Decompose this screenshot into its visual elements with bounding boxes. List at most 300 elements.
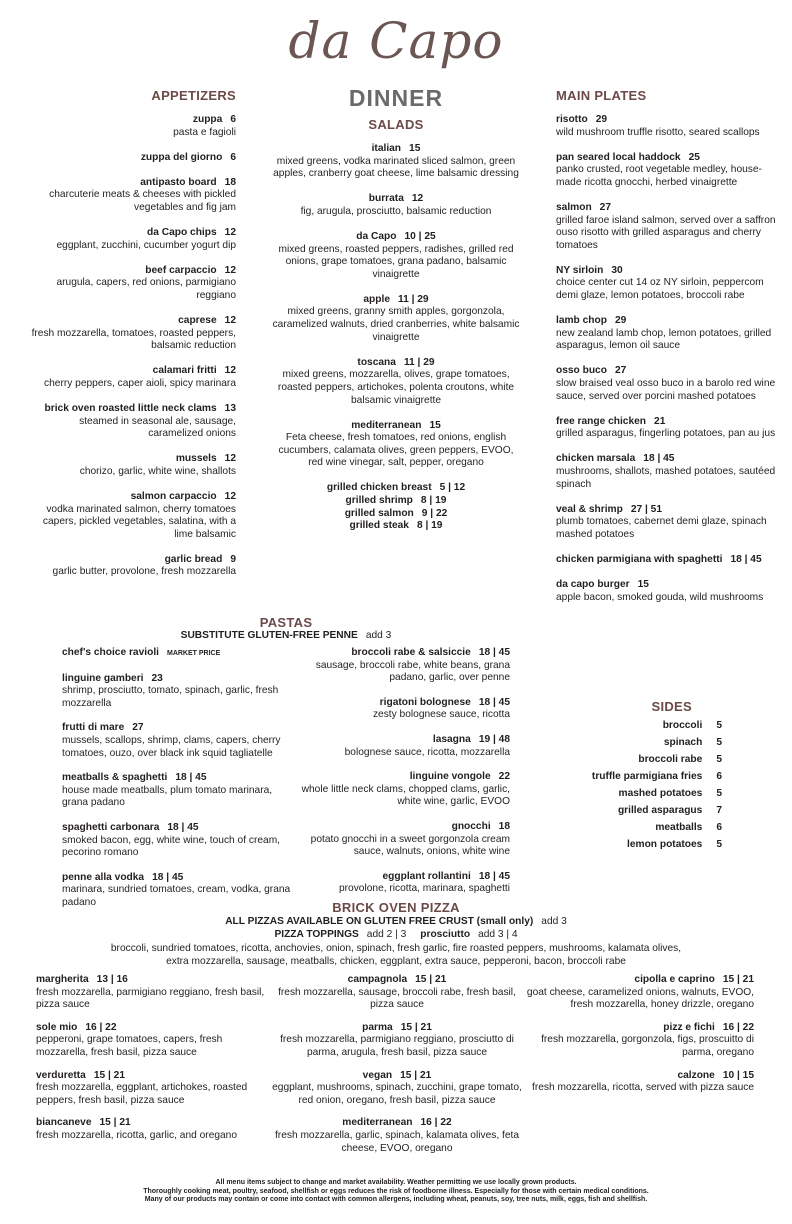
menu-item <box>62 772 292 810</box>
menu-item <box>272 357 520 407</box>
menu-item-name: margherita <box>36 974 89 985</box>
menu-item-description: fresh mozzarella, garlic, spinach, kalamata olives, feta cheese, EVOO, oregano <box>274 1129 520 1154</box>
menu-item-name: apple <box>363 293 390 305</box>
menu-item-description: potato gnocchi in a sweet gorgonzola cream sauce, walnuts, onions, white wine <box>310 833 510 858</box>
menu-item-header <box>556 202 782 215</box>
menu-item-price: 25 <box>688 151 700 163</box>
appetizers-heading: APPETIZERS <box>151 88 236 103</box>
menu-item-name: da capo burger <box>556 579 630 591</box>
menu-item <box>272 143 520 181</box>
menu-item <box>556 114 782 139</box>
salad-addon-price: 8 | 19 <box>420 495 447 507</box>
side-item-name: truffle parmigiana fries <box>591 771 703 782</box>
menu-item-description: house made meatballs, plum tomato marinara, grana padano <box>62 784 273 809</box>
pastas-left-list <box>62 647 292 922</box>
menu-item <box>556 265 782 303</box>
menu-item-price: 15 | 21 <box>722 974 754 985</box>
menu-item <box>290 647 510 685</box>
salad-addon-name: grilled salmon <box>344 507 414 519</box>
menu-item-name: cipolla e caprino <box>634 974 715 985</box>
menu-item-name: linguine gamberi <box>62 672 144 684</box>
menu-item-price: 12 <box>224 453 236 465</box>
prosciutto-label: prosciutto <box>420 929 471 940</box>
menu-item-name: frutti di mare <box>62 722 125 734</box>
menu-item-description: mixed greens, mozzarella, olives, grape tomatoes, roasted peppers, artichokes, polenta croutons, white balsamic vinaigrette <box>277 369 515 406</box>
menu-item-header <box>272 357 520 370</box>
menu-item-price: 22 <box>498 771 510 783</box>
menu-item-header <box>62 822 292 835</box>
menu-item-name: vegan <box>362 1069 393 1081</box>
appetizers-list <box>30 114 236 592</box>
menu-item-price: 18 | 45 <box>730 553 762 565</box>
menu-item-name: rigatoni bolognese <box>379 696 471 708</box>
menu-item-name: lasagna <box>432 733 471 745</box>
menu-item-market-price: MARKET PRICE <box>166 650 221 657</box>
menu-item-header <box>62 722 292 735</box>
side-item <box>540 785 722 802</box>
menu-item-description: grilled faroe island salmon, served over a saffron ouso risotto with grilled asparagus and cherry tomatoes <box>556 214 776 251</box>
menu-item <box>30 114 236 139</box>
menu-item-header <box>36 1117 276 1130</box>
menu-item-name: calamari fritti <box>152 365 217 377</box>
menu-item-description: new zealand lamb chop, lemon potatoes, grilled asparagus, lemon oil sauce <box>556 327 772 352</box>
menu-item-header <box>272 1070 522 1083</box>
side-item-price: 5 <box>716 788 722 799</box>
menu-item-description: pepperoni, grape tomatoes, capers, fresh mozzarella, fresh basil, pizza sauce <box>36 1034 223 1058</box>
menu-item-description: bolognese sauce, ricotta, mozzarella <box>344 746 510 758</box>
toppings-label: PIZZA TOPPINGS <box>274 929 359 940</box>
menu-item-name: italian <box>371 143 402 154</box>
menu-item-name: garlic bread <box>164 553 223 565</box>
menu-item-header <box>272 1117 522 1130</box>
menu-item-price: 27 <box>614 365 627 377</box>
menu-item-header <box>290 697 510 710</box>
menu-item-price: 6 <box>230 151 236 163</box>
footer-disclaimer <box>0 1179 792 1205</box>
menu-item-description: charcuterie meats & cheeses with pickled vegetables and fig jam <box>49 189 236 213</box>
menu-item-price: 30 <box>611 264 623 276</box>
toppings-line: broccoli, sundried tomatoes, ricotta, anchovies, onion, spinach, fresh garlic, fire roasted peppers, mushrooms, kalamata olives, <box>110 943 682 954</box>
menu-item-description: shrimp, prosciutto, tomato, spinach, garlic, fresh mozzarella <box>62 685 279 709</box>
menu-item-header <box>30 453 236 466</box>
menu-item-price: 10 | 15 <box>722 1069 754 1081</box>
main-plates-list <box>556 114 782 617</box>
menu-item-name: sole mio <box>36 1021 78 1033</box>
menu-item-description: wild mushroom truffle risotto, seared scallops <box>556 126 760 138</box>
menu-item-header <box>36 1022 276 1035</box>
menu-item-price: 12 <box>411 193 424 205</box>
menu-item <box>290 697 510 722</box>
menu-item <box>30 265 236 303</box>
menu-item-header <box>30 315 236 328</box>
menu-item-description: mushrooms, shallots, mashed potatoes, sautéed spinach <box>556 465 776 490</box>
menu-item <box>290 771 510 809</box>
menu-item-name: caprese <box>178 315 217 327</box>
menu-item <box>512 974 754 1012</box>
menu-item <box>30 227 236 252</box>
menu-item-description: vodka marinated salmon, cherry tomatoes capers, pickled vegetables, salatina, with a lime balsamic <box>42 503 236 540</box>
pizza-gluten-label: ALL PIZZAS AVAILABLE ON GLUTEN FREE CRUST (small only) <box>225 916 534 927</box>
menu-item-name: pan seared local haddock <box>556 151 681 163</box>
menu-item-description: goat cheese, caramelized onions, walnuts, EVOO, fresh mozzarella, honey drizzle, oregano <box>526 986 754 1011</box>
menu-item-description: mixed greens, roasted peppers, radishes, grilled red onions, grape tomatoes, grana padano, balsamic vinaigrette <box>278 243 514 280</box>
menu-item-header <box>272 193 520 206</box>
menu-item-description: sausage, broccoli rabe, white beans, grana padano, garlic, over penne <box>315 659 510 684</box>
menu-item <box>556 504 782 542</box>
menu-item-price: 18 | 45 <box>478 870 510 882</box>
pizza-left-list <box>36 974 276 1153</box>
menu-item-header <box>30 114 236 127</box>
side-item-name: broccoli rabe <box>638 754 703 765</box>
menu-item-name: mediterranean <box>351 419 422 431</box>
menu-item-name: broccoli rabe & salsiccie <box>351 647 471 658</box>
menu-item-header <box>62 647 292 661</box>
side-item <box>540 819 722 836</box>
menu-item-description: fresh mozzarella, eggplant, artichokes, roasted peppers, fresh basil, pizza sauce <box>36 1082 248 1106</box>
side-item <box>540 717 722 734</box>
menu-item-header <box>62 872 292 885</box>
menu-item-name: campagnola <box>347 974 408 985</box>
side-item <box>540 768 722 785</box>
menu-item-name: brick oven roasted little neck clams <box>44 403 217 414</box>
menu-item <box>272 1117 522 1155</box>
menu-item-price: 18 | 45 <box>643 453 675 465</box>
menu-item-header <box>30 152 236 165</box>
menu-item-name: da Capo chips <box>147 227 217 239</box>
salad-addon-price: 5 | 12 <box>439 482 466 494</box>
menu-item-name: osso buco <box>556 365 607 377</box>
menu-item-price: 13 <box>224 403 236 414</box>
menu-item <box>512 1022 754 1060</box>
menu-item-price: 13 | 16 <box>96 974 128 985</box>
menu-item <box>272 1022 522 1060</box>
menu-item <box>30 365 236 390</box>
menu-item <box>512 1070 754 1095</box>
side-item-name: meatballs <box>655 822 703 833</box>
menu-item-price: 12 <box>224 264 236 276</box>
menu-item <box>62 822 292 860</box>
menu-item <box>272 1070 522 1108</box>
gluten-free-add: add 3 <box>365 630 392 641</box>
menu-item-name: da Capo <box>356 230 397 242</box>
salad-addon <box>272 482 520 495</box>
restaurant-logo: da Capo <box>288 12 504 70</box>
menu-item <box>556 416 782 441</box>
menu-item-price: 15 | 21 <box>93 1069 126 1081</box>
menu-item-name: eggplant rollantini <box>382 870 471 882</box>
menu-item-header <box>290 821 510 834</box>
side-item-price: 7 <box>716 805 722 816</box>
menu-item <box>290 734 510 759</box>
pastas-heading: PASTAS <box>259 615 313 630</box>
menu-item-price: 23 <box>151 672 163 684</box>
salad-addon-name: grilled chicken breast <box>326 482 432 494</box>
menu-item <box>290 871 510 896</box>
menu-item-header <box>556 453 782 466</box>
side-item-name: mashed potatoes <box>618 788 703 799</box>
menu-item-description: choice center cut 14 oz NY sirloin, peppercom demi glaze, lemon potatoes, broccoli rabe <box>556 277 764 302</box>
menu-item-price: 15 | 21 <box>415 974 447 985</box>
menu-item-header <box>272 420 520 433</box>
menu-item-header <box>556 114 782 127</box>
menu-item-price: 15 | 21 <box>99 1117 131 1129</box>
menu-item-header <box>290 771 510 784</box>
menu-item <box>36 1022 276 1060</box>
menu-item-name: free range chicken <box>556 415 647 427</box>
menu-item-name: salmon carpaccio <box>130 490 217 502</box>
menu-item-price: 27 <box>599 201 612 213</box>
pizza-gluten-add: add 3 <box>541 916 567 927</box>
menu-item-description: zesty bolognese sauce, ricotta <box>372 709 510 721</box>
menu-item-description: chorizo, garlic, white wine, shallots <box>79 465 236 477</box>
menu-item <box>30 403 236 441</box>
menu-item-price: 18 | 45 <box>478 696 510 708</box>
menu-item-name: calzone <box>677 1069 715 1081</box>
pizza-gluten-note <box>0 916 792 929</box>
side-item-price: 5 <box>716 754 722 765</box>
menu-item-price: 12 <box>224 490 236 502</box>
menu-item-header <box>512 1070 754 1083</box>
footer-line: Thoroughly cooking meat, poultry, seafood, shellfish or eggs reduces the risk of foodborne illness. Especially for those with certain medical conditions. <box>143 1187 649 1195</box>
menu-item-name: chef's choice ravioli <box>62 647 159 658</box>
menu-item-price: 15 <box>409 143 421 154</box>
menu-item-name: gnocchi <box>451 820 491 832</box>
menu-item-header <box>272 974 522 987</box>
gluten-free-label: SUBSTITUTE GLUTEN-FREE PENNE <box>180 630 358 641</box>
gluten-free-note <box>0 630 572 643</box>
menu-item-price: 27 <box>132 722 144 734</box>
menu-item-name: risotto <box>556 114 588 125</box>
menu-item-price: 12 <box>224 227 236 239</box>
menu-item-header <box>556 416 782 429</box>
menu-item-description: arugula, capers, red onions, parmigiano reggiano <box>56 277 236 301</box>
menu-item-description: eggplant, zucchini, cucumber yogurt dip <box>56 239 236 251</box>
menu-item <box>272 231 520 281</box>
menu-item <box>556 554 782 567</box>
menu-item-header <box>290 647 510 660</box>
menu-item-name: mediterranean <box>342 1117 413 1129</box>
menu-item-price: 21 <box>654 415 666 427</box>
menu-item-description: pasta e fagioli <box>173 126 236 138</box>
pastas-right-list <box>290 647 510 908</box>
menu-item-price: 18 <box>224 176 236 188</box>
side-item-price: 5 <box>716 720 722 731</box>
menu-item-name: lamb chop <box>556 315 607 327</box>
menu-item-price: 10 | 25 <box>404 230 436 242</box>
menu-item <box>272 294 520 344</box>
menu-item-description: smoked bacon, egg, white wine, touch of cream, pecorino romano <box>62 834 281 859</box>
menu-item-price: 12 <box>224 315 236 327</box>
menu-item-price: 27 | 51 <box>630 503 662 515</box>
menu-item-price: 15 | 21 <box>400 1021 432 1033</box>
menu-item <box>556 202 782 252</box>
menu-item-description: fresh mozzarella, parmigiano reggiano, fresh basil, pizza sauce <box>36 986 265 1011</box>
menu-item-price: 29 <box>595 114 608 125</box>
menu-item-name: zuppa del giorno <box>140 151 223 163</box>
menu-item <box>62 722 292 760</box>
menu-item-price: 11 | 29 <box>397 293 429 305</box>
side-item-price: 5 <box>716 839 722 850</box>
toppings-add: add 2 | 3 <box>366 929 407 940</box>
menu-item-price: 16 | 22 <box>420 1117 452 1129</box>
side-item <box>540 836 722 853</box>
side-item-name: lemon potatoes <box>627 839 703 850</box>
salad-addon-price: 8 | 19 <box>416 520 443 532</box>
menu-item <box>36 974 276 1012</box>
menu-item-header <box>36 974 276 987</box>
menu-item-name: linguine vongole <box>409 771 491 783</box>
menu-item-header <box>272 143 520 156</box>
menu-item-description: provolone, ricotta, marinara, spaghetti <box>338 883 510 895</box>
menu-item-description: fresh mozzarella, gorgonzola, figs, proscuitto di parma, oregano <box>541 1034 754 1058</box>
menu-item-header <box>512 974 754 987</box>
menu-item-header <box>30 365 236 378</box>
menu-item-description: fig, arugula, prosciutto, balsamic reduction <box>300 205 492 217</box>
menu-item-description: Feta cheese, fresh tomatoes, red onions, english cucumbers, calamata olives, green peppers, EVOO, red wine vinegar, salt, pepper, oregano <box>278 432 514 469</box>
menu-item-description: panko crusted, root vegetable medley, house-made ricotta gnocchi, herbed vinaigrette <box>556 164 762 188</box>
side-item-price: 6 <box>716 822 722 833</box>
menu-item-price: 15 | 21 <box>400 1069 432 1081</box>
side-item-name: grilled asparagus <box>617 805 703 816</box>
pizza-center-list <box>272 974 522 1165</box>
menu-item-header <box>556 315 782 328</box>
menu-item-description: slow braised veal osso buco in a barolo red wine sauce, served over porcini mashed potatoes <box>556 378 776 402</box>
menu-item-name: pizz e fichi <box>663 1021 715 1033</box>
menu-item-name: meatballs & spaghetti <box>62 772 168 784</box>
menu-item-description: plumb tomatoes, cabernet demi glaze, spinach mashed potatoes <box>556 516 767 540</box>
menu-item-price: 6 <box>230 114 236 125</box>
menu-item-name: beef carpaccio <box>145 264 217 276</box>
menu-item-name: toscana <box>357 356 396 368</box>
menu-item <box>290 821 510 859</box>
menu-item-description: fresh mozzarella, sausage, broccoli rabe, fresh basil, pizza sauce <box>278 986 516 1011</box>
menu-item-description: fresh mozzarella, tomatoes, roasted peppers, balsamic reduction <box>31 327 236 352</box>
menu-item-name: antipasto board <box>140 176 217 188</box>
menu-item-name: parma <box>362 1021 393 1033</box>
menu-item <box>556 152 782 190</box>
menu-item-description: mixed greens, granny smith apples, gorgonzola, caramelized walnuts, dried cranberries, white balsamic vinaigrette <box>272 306 520 343</box>
menu-item <box>556 579 782 604</box>
menu-item-name: burrata <box>368 193 404 205</box>
menu-item-price: 16 | 22 <box>85 1021 117 1033</box>
menu-item-description: garlic butter, provolone, fresh mozzarella <box>52 566 236 578</box>
menu-title: DINNER <box>348 85 444 111</box>
menu-item <box>36 1117 276 1142</box>
menu-item <box>556 365 782 403</box>
menu-item <box>30 152 236 165</box>
footer-line: All menu items subject to change and market availability. Weather permitting we use locally grown products. <box>215 1179 577 1186</box>
menu-item-name: chicken marsala <box>556 453 636 465</box>
salads-heading: SALADS <box>368 117 424 132</box>
menu-item-header <box>556 365 782 378</box>
menu-item-header <box>556 265 782 278</box>
menu-item-header <box>30 227 236 240</box>
menu-item-description: apple bacon, smoked gouda, wild mushrooms <box>556 591 764 603</box>
menu-item-header <box>272 231 520 244</box>
menu-item-header <box>290 734 510 747</box>
menu-item-name: mussels <box>175 453 217 465</box>
menu-item-name: zuppa <box>192 114 223 125</box>
menu-item-description: mussels, scallops, shrimp, clams, capers, cherry tomatoes, ouzo, over black ink squid tagliatelle <box>62 734 281 759</box>
menu-item-description: fresh mozzarella, ricotta, garlic, and oregano <box>36 1129 238 1141</box>
menu-item-name: NY sirloin <box>556 264 604 276</box>
toppings-line: extra mozzarella, sausage, meatballs, chicken, eggplant, extra sauce, pepperoni, bacon, broccoli rabe <box>166 955 626 967</box>
menu-item-header <box>30 491 236 504</box>
side-item-price: 6 <box>716 771 722 782</box>
menu-item-price: 18 | 45 <box>167 821 199 833</box>
menu-item-name: salmon <box>556 201 592 213</box>
pizza-heading: BRICK OVEN PIZZA <box>332 900 460 915</box>
menu-item-name: penne alla vodka <box>62 871 145 883</box>
menu-item-header <box>36 1070 276 1083</box>
menu-item-price: 18 | 45 <box>478 647 510 658</box>
menu-item-header <box>290 871 510 884</box>
menu-item <box>30 554 236 579</box>
salad-addon-price: 9 | 22 <box>421 507 448 519</box>
menu-item <box>30 177 236 215</box>
sides-heading: SIDES <box>651 699 692 714</box>
menu-item <box>556 453 782 491</box>
salad-addon <box>272 508 520 521</box>
menu-item-description: steamed in seasonal ale, sausage, caramelized onions <box>79 415 236 440</box>
menu-item <box>272 420 520 470</box>
pizza-toppings-note <box>0 929 792 942</box>
prosciutto-add: add 3 | 4 <box>478 929 518 940</box>
menu-item <box>272 974 522 1012</box>
menu-item <box>62 673 292 711</box>
side-item-name: spinach <box>663 737 703 748</box>
menu-item-header <box>556 152 782 165</box>
menu-item-description: cherry peppers, caper aioli, spicy marinara <box>44 377 236 389</box>
menu-item-header <box>272 1022 522 1035</box>
menu-item-price: 29 <box>614 315 627 327</box>
menu-item <box>62 647 292 661</box>
menu-item-description: mixed greens, vodka marinated sliced salmon, green apples, cranberry goat cheese, lime balsamic dressing <box>273 155 519 180</box>
menu-item-price: 18 | 45 <box>152 871 184 883</box>
menu-item-price: 19 | 48 <box>478 733 510 745</box>
menu-item-description: marinara, sundried tomatoes, cream, vodka, grana padano <box>62 884 291 908</box>
menu-item-name: biancaneve <box>36 1117 92 1129</box>
sides-list <box>540 717 722 853</box>
salads-list <box>272 143 520 533</box>
menu-item-name: chicken parmigiana with spaghetti <box>556 553 723 565</box>
menu-item-header <box>30 265 236 278</box>
salad-addon-name: grilled steak <box>349 520 409 532</box>
toppings-list <box>0 943 792 968</box>
side-item <box>540 734 722 751</box>
menu-item <box>272 193 520 218</box>
menu-item-price: 11 | 29 <box>403 356 435 368</box>
salad-addon <box>272 495 520 508</box>
menu-item-header <box>62 673 292 686</box>
menu-item-header <box>272 294 520 307</box>
footer-line: Many of our products may contain or come into contact with common allergens, including wheat, peanuts, soy, tree nuts, milk, eggs, fish and shellfish. <box>144 1196 648 1204</box>
side-item-price: 5 <box>716 737 722 748</box>
menu-item-header <box>512 1022 754 1035</box>
menu-item-price: 16 | 22 <box>722 1021 754 1033</box>
salad-addons <box>272 482 520 532</box>
menu-item <box>30 491 236 541</box>
menu-item-header <box>556 554 782 567</box>
side-item-name: broccoli <box>662 720 703 731</box>
menu-item-description: fresh mozzarella, parmigiano reggiano, prosciutto di parma, arugula, fresh basil, pizza sauce <box>280 1034 514 1058</box>
salad-addon <box>272 520 520 533</box>
menu-item-description: grilled asparagus, fingerling potatoes, pan au jus <box>556 428 776 440</box>
side-item <box>540 751 722 768</box>
menu-item-description: whole little neck clams, chopped clams, garlic, white wine, garlic, EVOO <box>301 783 510 808</box>
menu-item <box>36 1070 276 1108</box>
menu-item-description: eggplant, mushrooms, spinach, zucchini, grape tomato, red onion, oregano, fresh basil, pizza sauce <box>272 1082 522 1106</box>
